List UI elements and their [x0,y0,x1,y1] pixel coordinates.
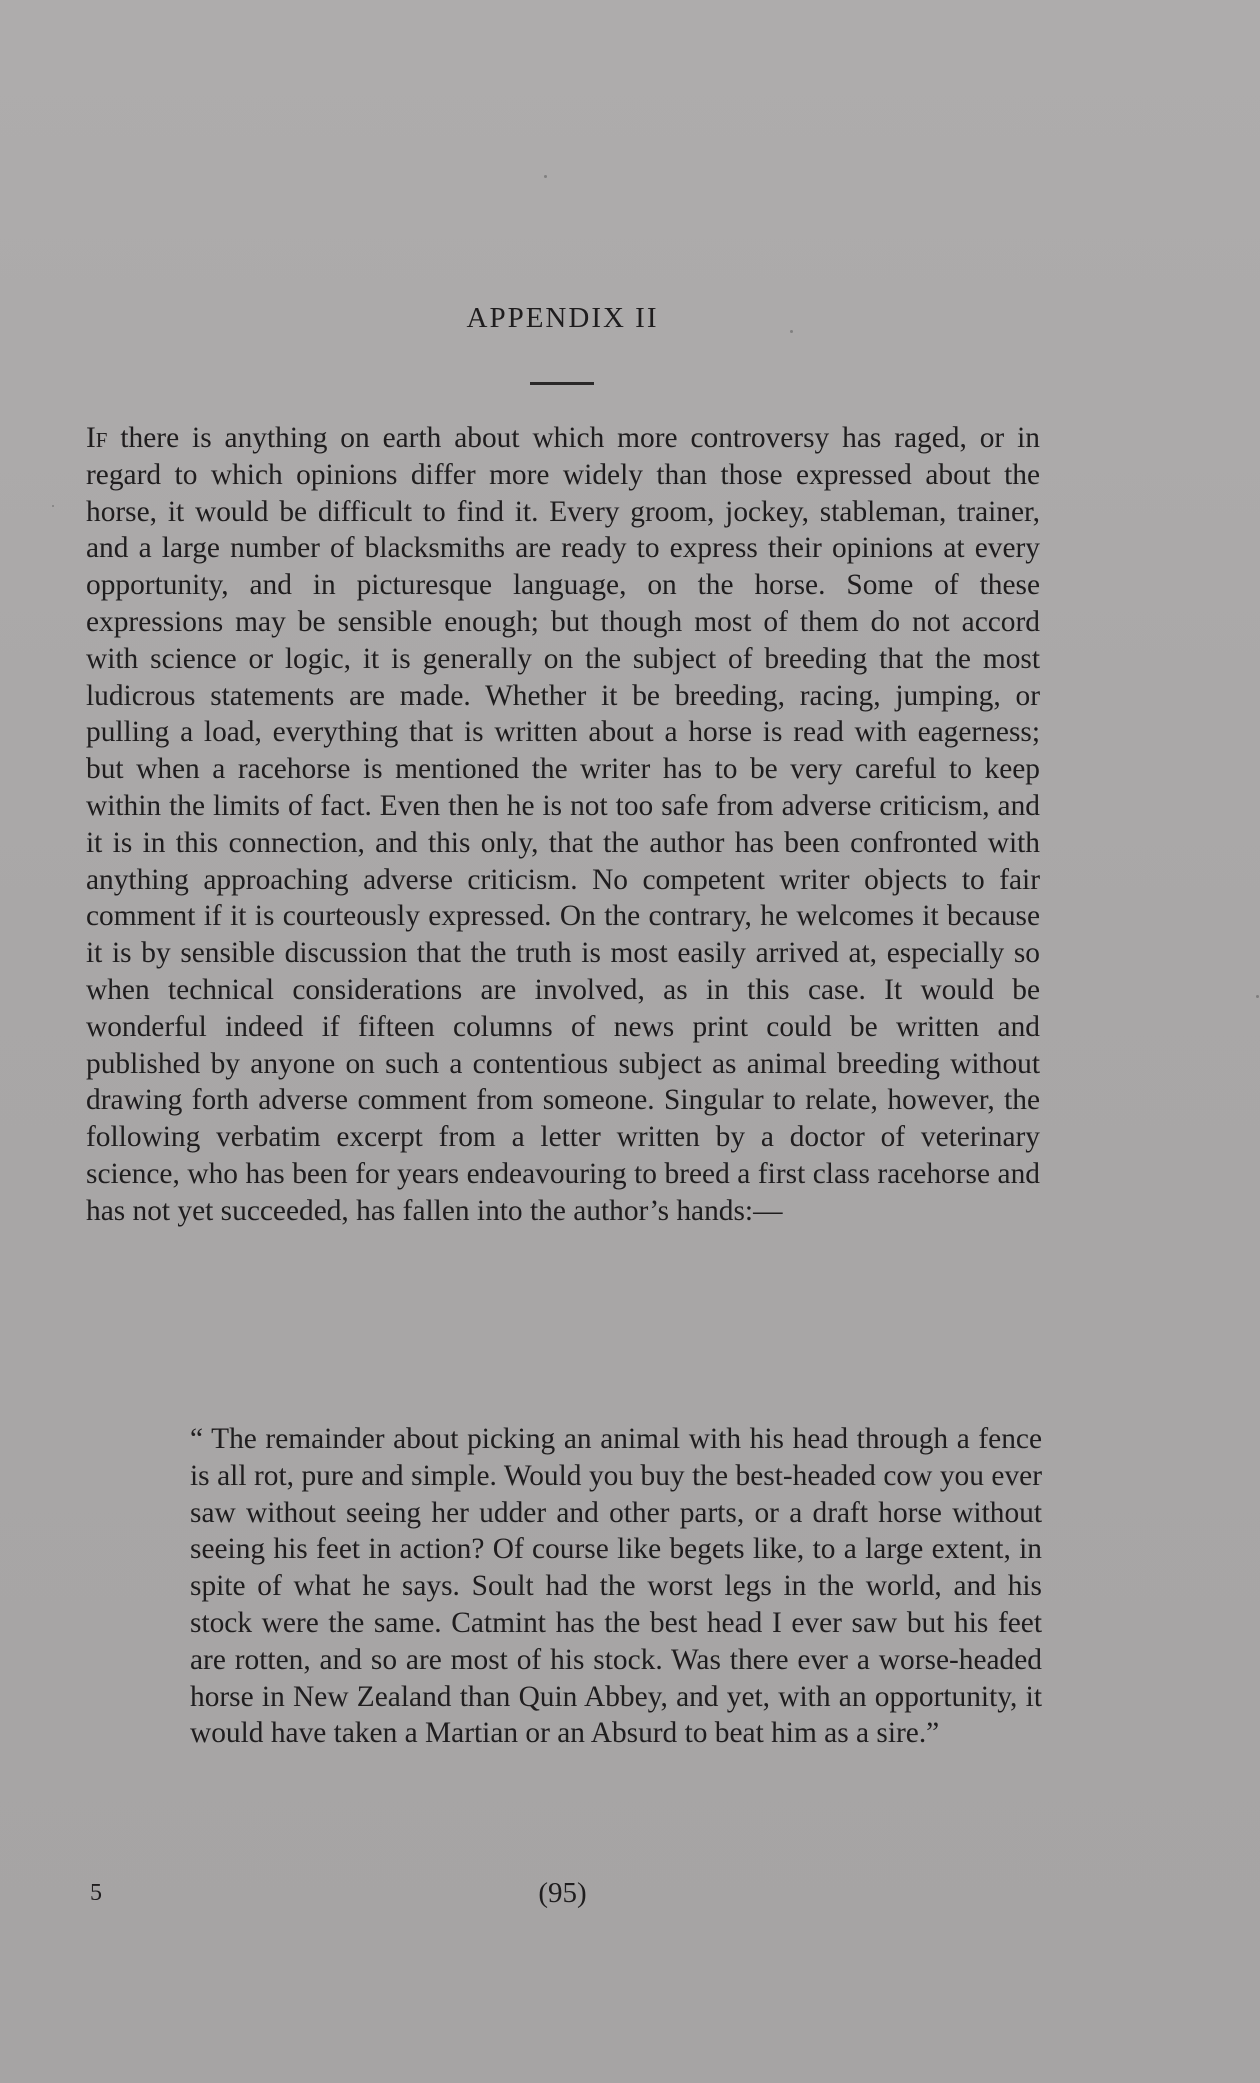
signature-mark: 5 [90,1880,102,1906]
paper-speck [1256,995,1259,998]
heading-rule [530,382,594,385]
body-paragraph [86,420,1040,1230]
paragraph-lead-word: If [86,422,108,454]
appendix-heading: APPENDIX II [466,302,659,334]
paper-speck [544,175,547,178]
block-quote: “ The remainder about picking an animal with his head through a fence is all rot, pure and simple. Would you buy the best-headed cow you ever saw without seeing her udder and other parts, or a draft horse without seeing his feet in action? Of course like begets like, to a large extent, in spite of what he says. Soult had the worst legs in the world, and his stock were the same. Catmint has the best head I ever saw but his feet are rotten, and so are most of his stock. Was there ever a worse-headed horse in New Zealand than Quin Abbey, and yet, with an opportunity, it would have taken a Martian or an Absurd to beat him as a sire.” [190,1423,1042,1750]
paper-speck [52,505,54,507]
page-number: (95) [538,1877,587,1909]
paragraph-text: there is anything on earth about which more controversy has raged, or in regard to which opinions differ more widely than those expressed about the horse, it would be difficult to find it. Every groom, jockey, stableman, trainer, and a large number of blacksmiths are ready to express their opinions at every opportunity, and in picturesque language, on the horse. Some of these expressions may be sensible enough; but though most of them do not accord with science or logic, it is generally on the subject of breeding that the most ludicrous statements are made. Whether it be breeding, racing, jumping, or pulling a load, everything that is written about a horse is read with eagerness; but when a racehorse is mentioned the writer has to be very careful to keep within the limits of fact. Even then he is not too safe from adverse criticism, and it is in this connection, and this only, that the author has been confronted with anything approaching adverse criticism. No competent writer objects to fair comment if it is courteously expressed. On the contrary, he welcomes it because it is by sensible discussion that the truth is most easily arrived at, especially so when technical considerations are involved, as in this case. It would be wonderful indeed if fifteen columns of news print could be written and published by anyone on such a contentious subject as animal breeding without drawing forth adverse comment from someone. Singular to relate, however, the following verbatim excerpt from a letter written by a doctor of veterinary science, who has been for years endeavouring to breed a first class racehorse and has not yet succeeded, has fallen into the author’s hands:— [86,422,1040,1227]
